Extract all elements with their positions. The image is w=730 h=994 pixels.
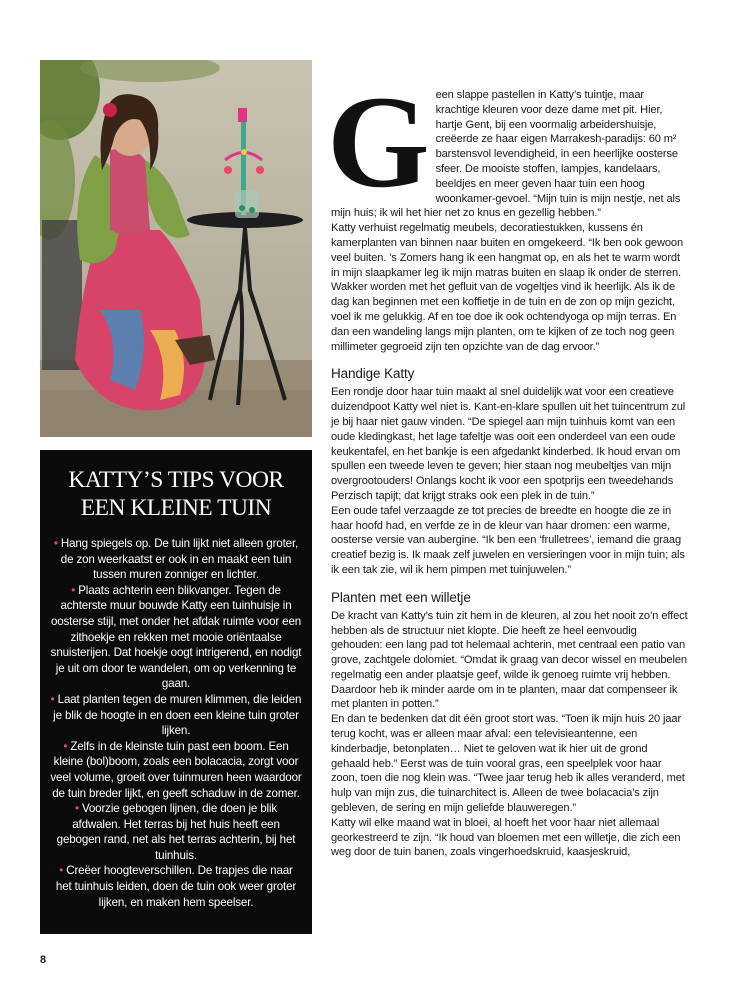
article-paragraph: Een oude tafel verzaagde ze tot precies de breedte en hoogte die ze in haar hoofd had, en verfde ze in de kleur van haar dromen: een warme, oosterse versie van aubergine. “Ik ben een ‘frulletrees’, iemand die graag creatief bezig is. Ik maak zelf juwelen en versieringen voor in mijn tuin; als ik een tak zie, wil ik hem pimpen met tuinjuwelen.” xyxy=(331,504,685,576)
article-paragraph: Katty verhuist regelmatig meubels, decoratiestukken, kussens én kamerplanten van binnen naar buiten en omgekeerd. “Ik ben ook gewoon veel buiten. ’s Zomers hang ik een hangmat op, en als het te warm wordt in mijn slaapkamer leg ik mijn matras buiten en slaap ik onder de sterren. Wakker worden met het gefluit van de vogeltjes vind ik heerlijk. Als ik de dag kan beginnen met een koffietje in de tuin en de zon op mijn gezicht, voel ik me gelukkig. Af en toe doe ik ook ochtendyoga op mijn terras. En dan een wandeling langs mijn planten, om te kijken of ze toch nog geen millimeter gegroeid zijn ten opzichte van de dag ervoor.” xyxy=(331,222,684,353)
bullet-icon: • xyxy=(53,537,58,550)
article-paragraph: Katty wil elke maand wat in bloei, al hoeft het voor haar niet allemaal georkestreerd te zijn. “Ik houd van bloemen met een willetje, die zich een weg door de tuin banen, zoals vingerhoedskruid, kaasjeskruid, xyxy=(331,816,681,859)
bullet-icon: • xyxy=(71,583,76,597)
bullet-icon: • xyxy=(50,692,55,706)
tip-item: • Voorzie gebogen lijnen, die doen je blik afdwalen. Het terras bij het huis heeft een gebogen rand, net als het terras achterin, bij het tuinhuis. xyxy=(56,802,296,862)
tips-title-line2: EEN KLEINE TUIN xyxy=(80,495,272,521)
tip-item: • Creëer hoogteverschillen. De trapjes die naar het tuinhuis leiden, doen de tuin ook weer groter lijken, en maken hem speelser. xyxy=(55,864,297,909)
page-number: 8 xyxy=(40,954,47,966)
chair xyxy=(42,220,82,370)
section-heading-handige-katty: Handige Katty xyxy=(331,366,415,382)
woman-at-table-illustration xyxy=(40,60,312,437)
garden-photo xyxy=(40,60,312,437)
drop-cap: G xyxy=(327,68,430,215)
article-paragraph: een slappe pastellen in Katty’s tuintje, maar krachtige kleuren voor deze dame met pit. Hier, hartje Gent, bij een voormalig arbeidershuisje, creëerde ze haar eigen Marrakesh-paradijs: 60 m² barstensvol levendigheid, in een heerlijke oosterse sfeer. De mooiste stoffen, lampjes, kandelaars, beeldjes en meer geven haar tuin een hoog woonkamer-gevoel. “Mijn tuin is mijn nestje, net als mijn huis; ik wil het hier net zo knus en gezellig hebben.” xyxy=(331,89,681,220)
article-paragraph: De kracht van Katty’s tuin zit hem in de kleuren, al zou het nooit zo’n effect hebben als de structuur niet klopte. Die heeft ze heel eenvoudig gehouden: een lang pad tot helemaal achterin, met centraal een patio van grove, zachtgele dolomiet. “Omdat ik graag van decor wissel en meubelen regelmatig een ander plaatsje geef, wilde ik genoeg ruimte vrij hebben. Daardoor heb ik minder aarde om in te planten, maar dat compenseer ik met planten in potten.” xyxy=(331,609,688,711)
bullet-icon: • xyxy=(74,802,79,816)
article-paragraph: Een rondje door haar tuin maakt al snel duidelijk wat voor een creatieve duizendpoot Katty wel niet is. Kant-en-klare spullen uit het tuincentrum zul je bij haar niet gauw vinden. “De spiegel aan mijn tuinhuis komt van een oude kledingkast, het lage tafeltje was ooit een onderdeel van een oude keukentafel, en het bankje is een afgedankt kinderbed. Ik houd ervan om spullen een tweede leven te geven; hier staan nog meubeltjes van mijn overgrootouders! Onlangs kocht ik voor een spotprijs een tweedehands Perzisch tapijt; dat krijgt straks ook een plek in de tuin.” xyxy=(331,386,686,502)
tip-item: • Zelfs in de kleinste tuin past een boom. Een kleine (bol)boom, zoals een bolacacia, zorgt voor veel volume, groeit over tuinmuren heen waardoor de tuin breder lijkt, en geeft schaduw in de zomer. xyxy=(50,739,302,800)
bullet-icon: • xyxy=(59,864,64,878)
tips-box xyxy=(40,450,312,934)
tips-title-line1: KATTY’S TIPS VOOR xyxy=(68,467,284,493)
tips-title xyxy=(50,466,302,522)
bullet-icon: • xyxy=(63,739,68,753)
tips-list xyxy=(50,536,302,910)
section-heading-planten: Planten met een willetje xyxy=(331,589,471,605)
article-paragraph: En dan te bedenken dat dit één groot stort was. “Toen ik mijn huis 20 jaar terug kocht, was er alleen maar afval: een televisieantenne, een kinderbadje, betonplaten… Niet te geloven wat ik hier uit de grond gehaald heb.” Eerst was de tuin vooral gras, een speelplek voor haar zoon, toen die nog klein was. “Twee jaar terug heb ik alles veranderd, met hulp van mijn zus, die tuinarchitect is. Alleen de twee bolacacia’s zijn gebleven, de sering en mijn geliefde blauweregen.” xyxy=(331,713,685,815)
article-body xyxy=(327,68,689,860)
tip-item: • Laat planten tegen de muren klimmen, die leiden je blik de hoogte in en doen een kleine tuin groter lijken. xyxy=(50,692,302,738)
tip-item: • Plaats achterin een blikvanger. Tegen de achterste muur bouwde Katty een tuinhuisje in oosterse stijl, met onder het afdak ruimte voor een zithoekje en rekken met mooie oriëntaalse snuisterijen. Dat hoekje oogt intrigerend, en nodigt je uit om door te wandelen, om op verkenning te gaan. xyxy=(50,583,302,691)
tip-item: • Hang spiegels op. De tuin lijkt niet alleen groter, de zon weerkaatst er ook in en maakt een tuin tussen muren zonniger en lichter. xyxy=(53,537,299,582)
jar xyxy=(235,190,259,218)
